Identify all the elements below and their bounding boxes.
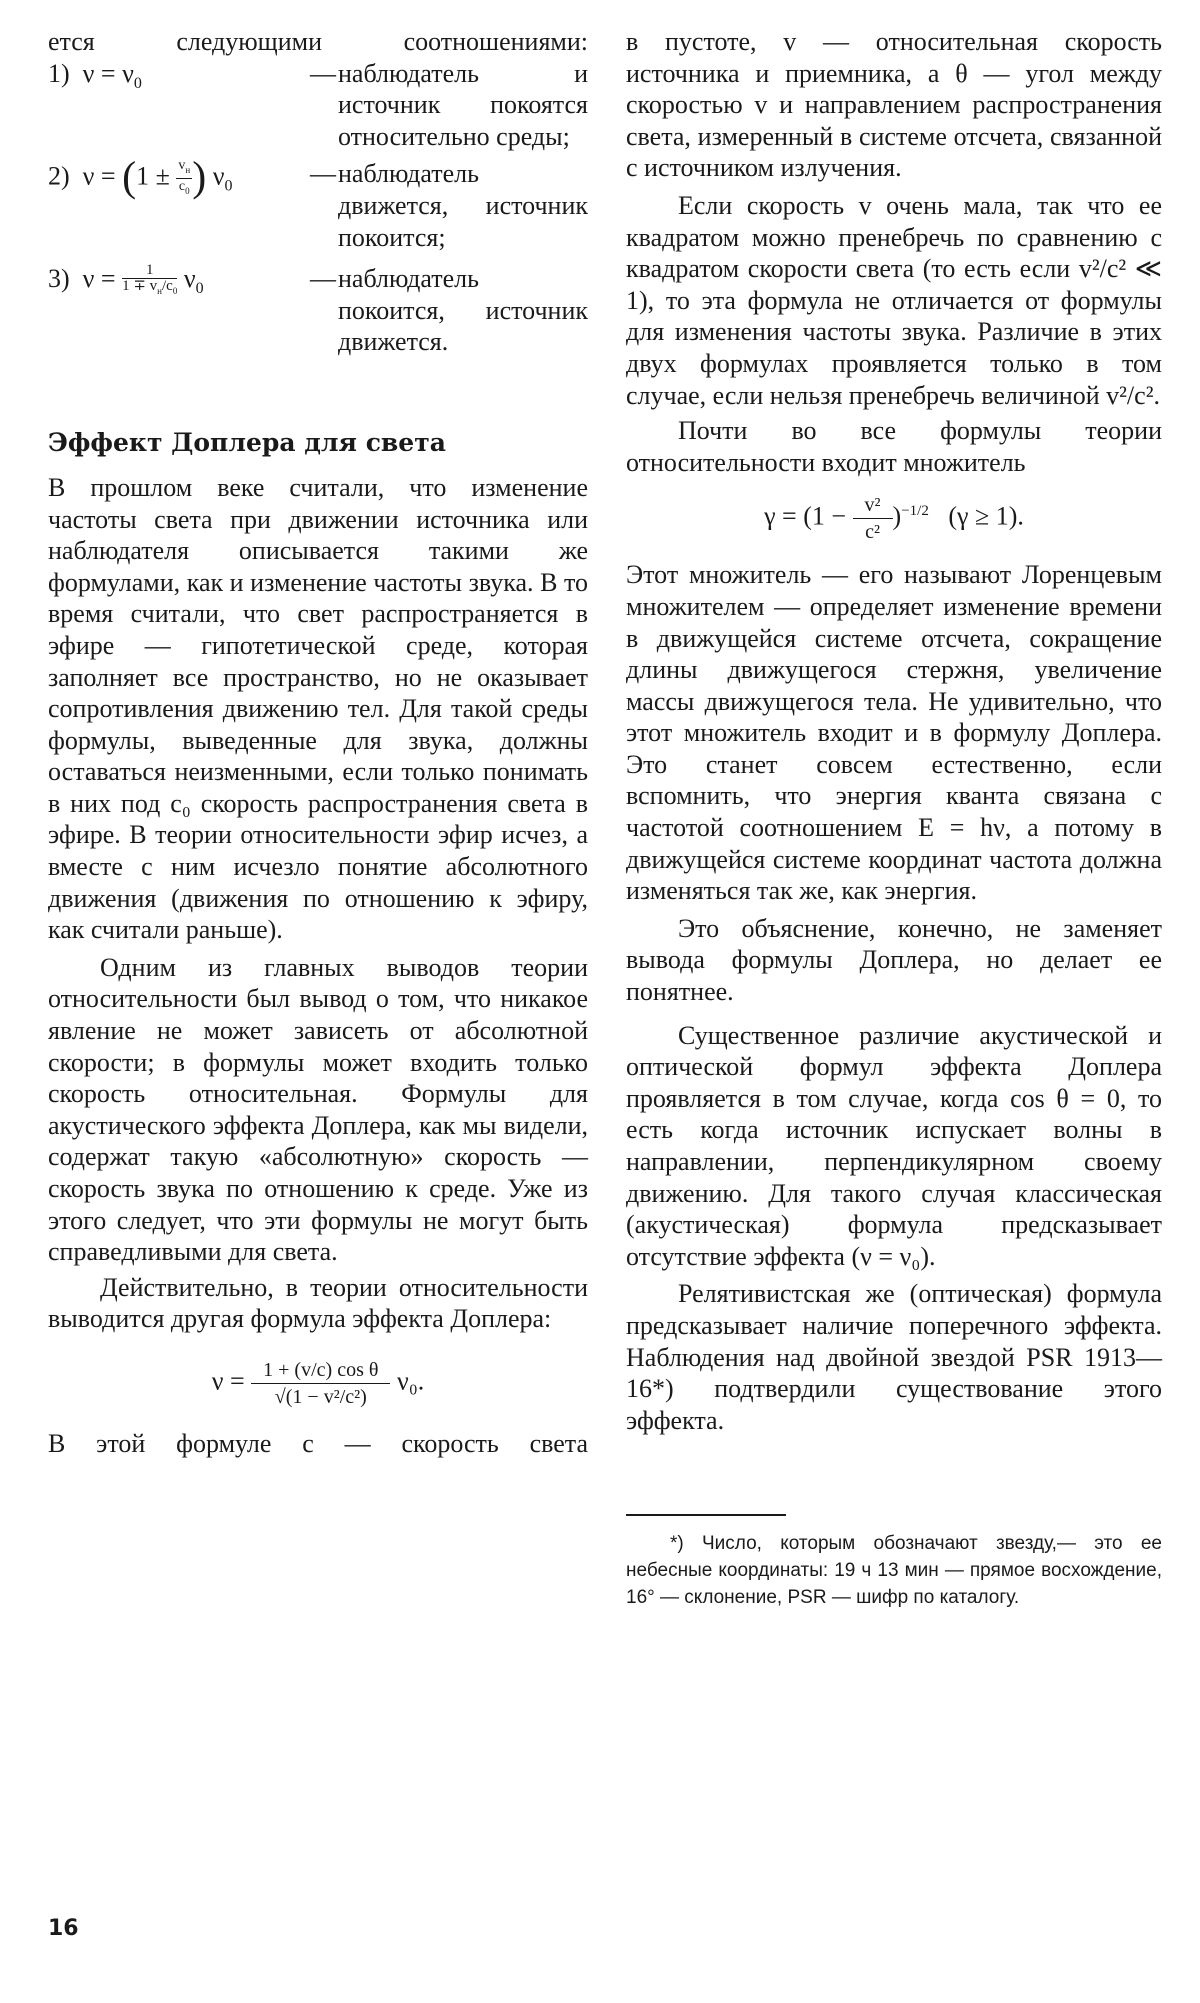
case-2-fraction: $\frac{v_н}{c_0}$ — [178, 158, 191, 196]
case-3-formula: 3) ν = $\frac{1}{1 \mp v_н/c_0}$ $\nu_0$ — [48, 262, 204, 298]
case-1: 1) $\nu = \nu_0$ — наблюдатель и источник покоятся относительно среды; — [48, 58, 588, 151]
paragraph: Существенное различие акустической и оптической формул эффекта Доплера проявляется в том случае, когда cos θ = 0, то есть когда источник испускает волны в направлении, перпендикулярном своему движению. Для такого случая классическая (акустическая) формула предсказывает отсутствие эффекта (ν = ν₀). — [626, 1020, 1162, 1271]
footnote: *) Число, которым обозначают звезду,— это ее небесные координаты: 19 ч 13 мин — прямое восхождение, 16° — склонение, PSR — шифр по каталогу. — [626, 1533, 1162, 1609]
case-2: 2) ν = (1 ± $\frac{v_н}{c_0}$ ) $\nu_0$ — наблюдатель движется, источник покоится; — [48, 154, 588, 252]
case-3-description: наблюдатель покоится, источник движется. — [338, 264, 588, 357]
paragraph: В этой формуле c — скорость света — [48, 1428, 588, 1458]
paragraph: в пустоте, v — относительная скорость источника и приемника, а θ — угол между скоростью v и направлением распространения света, измеренный в системе отсчета, связанной с источником излучения. — [626, 27, 1162, 183]
page-number: 16 — [48, 1916, 79, 1941]
case-2-formula: 2) ν = (1 ± $\frac{v_н}{c_0}$ ) $\nu_0$ — [48, 154, 233, 201]
section-heading: Эффект Доплера для света — [48, 427, 446, 457]
left-column — [48, 26, 588, 1460]
case-3-fraction: $\frac{1}{1 \mp v_н/c_0}$ — [122, 262, 178, 297]
footnote-rule — [626, 1514, 786, 1516]
paragraph: Релятивистская же (оптическая) формула предсказывает наличие поперечного эффекта. Наблюдения над двойной звездой PSR 1913—16*) подтвердили существование этого эффекта. — [626, 1279, 1162, 1435]
case-1-description: наблюдатель и источник покоятся относительно среды; — [338, 58, 588, 151]
case-3: 3) ν = $\frac{1}{1 \mp v_н/c_0}$ $\nu_0$ — наблюдатель покоится, источник движется. — [48, 262, 588, 357]
right-column — [626, 26, 1162, 1611]
paragraph: Действительно, в теории относительности выводится другая формула эффекта Доплера: — [48, 1272, 588, 1334]
paragraph: Почти во все формулы теории относительности входит множитель — [626, 416, 1162, 477]
intro-line: ется следующими соотношениями: — [48, 27, 588, 56]
paragraph: Этот множитель — его называют Лоренцевым множителем — определяет изменение времени в движущейся системе отсчета, сокращение длины движущегося стержня, увеличение массы движущегося тела. Не удивительно, что этот множитель входит и в формулу Доплера. Это станет совсем естественно, если вспомнить, что энергия кванта связана с частотой соотношением E = hν, а потому в движущейся системе координат частота должна изменяться так же, как энергия. — [626, 560, 1162, 906]
case-2-description: наблюдатель движется, источник покоится; — [338, 159, 588, 252]
doppler-equation: ν = $\frac{\text{1 + (v/c) cos θ}}{\text{√(1 − v²/c²)}}$ ν₀. — [211, 1358, 425, 1408]
paragraph: В прошлом веке считали, что изменение частоты света при движении источника или наблюдателя описывается такими же формулами, как и изменение частоты звука. В то время считали, что свет распространяется в эфире — гипотетической среде, которая заполняет все пространство, но не оказывает сопротивления движению тел. Для такой среды формулы, выведенные для звука, должны оставаться неизменными, если только понимать в них под c₀ скорость распространения света в эфире. В теории относительности эфир исчез, а вместе с ним исчезло понятие абсолютного движения (движения по отношению к эфиру, как считали раньше). — [48, 472, 588, 945]
paragraph: Одним из главных выводов теории относительности был вывод о том, что никакое явление не может зависеть от абсолютной скорости; в формулы может входить только скорость относительная. Формулы для акустического эффекта Доплера, как мы видели, содержат такую «абсолютную» скорость — скорость звука по отношению к среде. Уже из этого следует, что эти формулы не могут быть справедливыми для света. — [48, 952, 588, 1267]
lorentz-factor-equation: γ = (1 − $\frac{\text{v²}}{\text{c²}}$ )$^{-1/2}$ (γ ≥ 1). — [764, 494, 1024, 544]
case-1-formula: 1) $\nu = \nu_0$ — [48, 58, 142, 92]
paragraph: Это объяснение, конечно, не заменяет вывода формулы Доплера, но делает ее понятнее. — [626, 913, 1162, 1007]
paragraph: Если скорость v очень мала, так что ее квадратом можно пренебречь по сравнению с квадратом скорости света (то есть если v²/c² ≪ 1), то эта формула не отличается от формулы для изменения частоты звука. Различие в этих двух формулах проявляется только в том случае, если нельзя пренебречь величиной v²/c². — [626, 190, 1162, 410]
